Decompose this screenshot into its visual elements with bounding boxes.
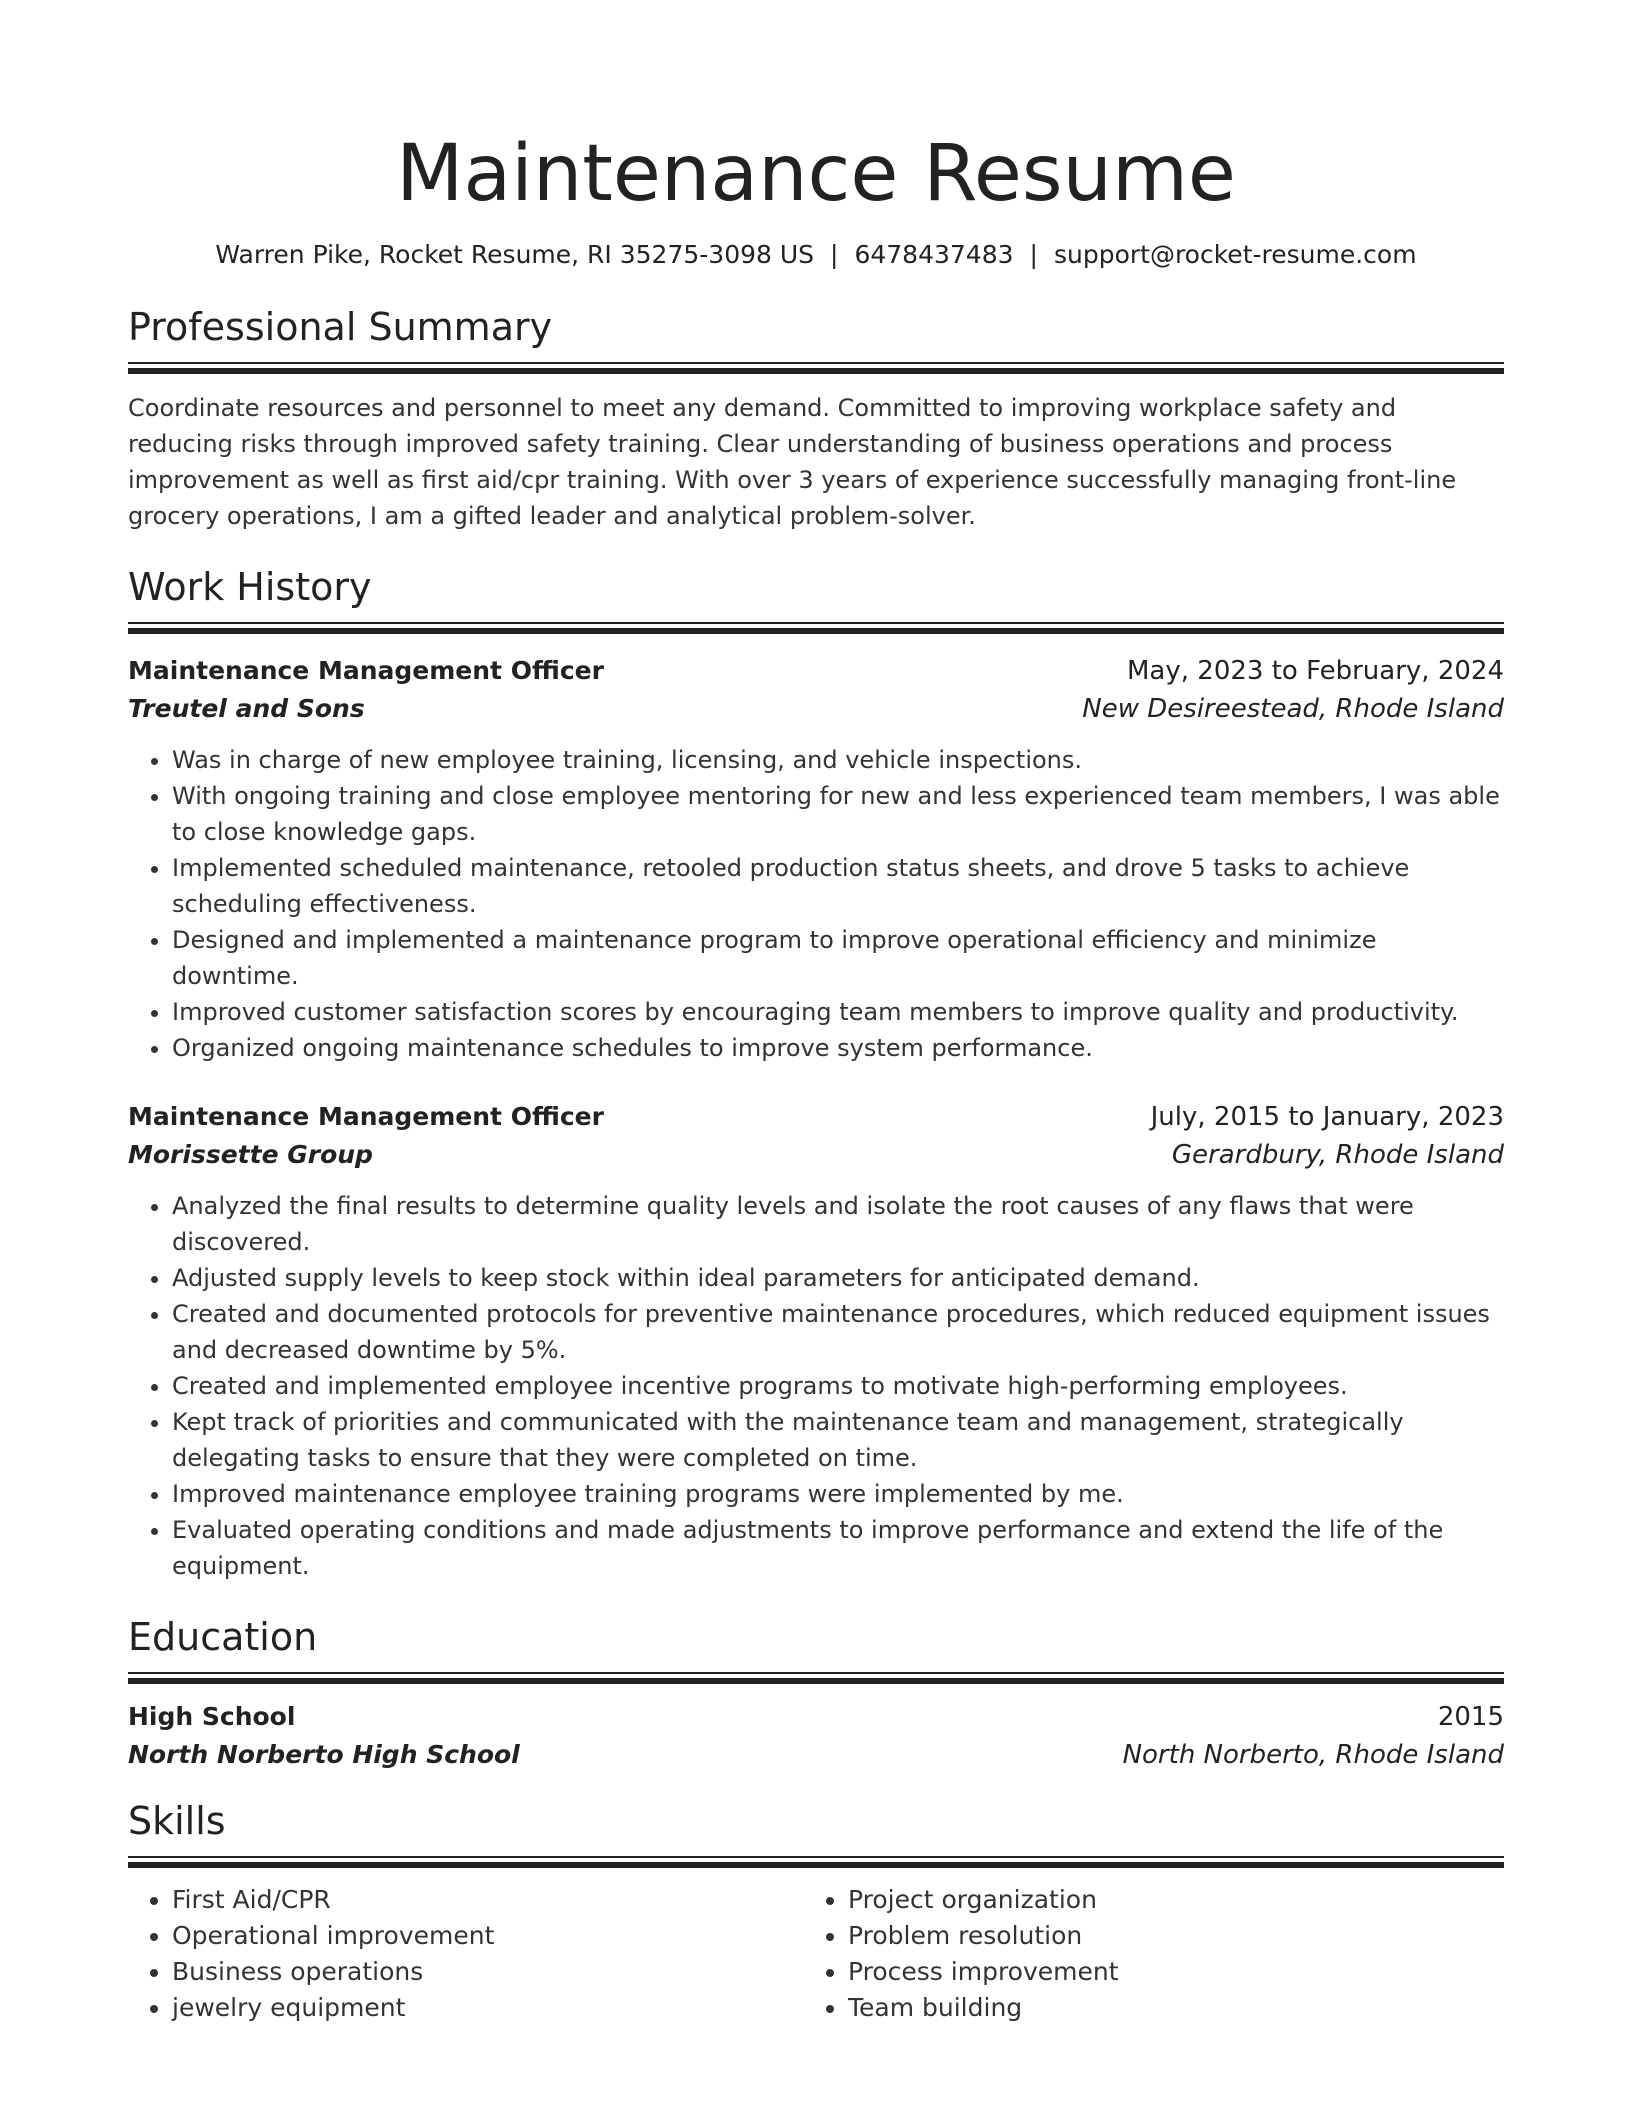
contact-separator: | (830, 240, 839, 269)
job-bullet: • Adjusted supply levels to keep stock within ideal parameters for anticipated demand. (172, 1260, 1504, 1296)
section-divider (128, 1856, 1504, 1868)
skill-item: • jewelry equipment (172, 1990, 804, 2026)
section-divider (128, 362, 1504, 374)
skill-item: • Process improvement (848, 1954, 1480, 1990)
section-divider (128, 1672, 1504, 1684)
skill-item: • Team building (848, 1990, 1480, 2026)
job-entry (128, 1098, 1504, 1584)
skill-item: • Business operations (172, 1954, 804, 1990)
skill-item: • Problem resolution (848, 1918, 1480, 1954)
job-dates: May, 2023 to February, 2024 (1127, 656, 1504, 686)
section-heading-work: Work History (128, 565, 372, 609)
job-bullet: • Organized ongoing maintenance schedules to improve system performance. (172, 1030, 1504, 1066)
section-heading-skills: Skills (128, 1799, 226, 1843)
skills-column-right (804, 1882, 1480, 2026)
job-company-row (128, 1136, 1504, 1174)
skill-item: • First Aid/CPR (172, 1882, 804, 1918)
job-bullet: • Designed and implemented a maintenance program to improve operational efficiency and minimize downtime. (172, 922, 1504, 994)
education-location: North Norberto, Rhode Island (1122, 1740, 1504, 1770)
contact-phone: 6478437483 (854, 240, 1014, 269)
work-history-section (128, 562, 1504, 1584)
education-year: 2015 (1437, 1702, 1504, 1732)
job-bullet: • Improved customer satisfaction scores by encouraging team members to improve quality and productivity. (172, 994, 1504, 1030)
job-bullet: • Created and implemented employee incentive programs to motivate high-performing employees. (172, 1368, 1504, 1404)
job-entry (128, 652, 1504, 1066)
job-header-row (128, 1098, 1504, 1136)
job-header-row (128, 652, 1504, 690)
education-entry (128, 1698, 1504, 1774)
job-bullet: • With ongoing training and close employee mentoring for new and less experienced team members, I was able to close knowledge gaps. (172, 778, 1504, 850)
job-bullets (128, 1188, 1504, 1584)
job-bullet: • Implemented scheduled maintenance, retooled production status sheets, and drove 5 tasks to achieve scheduling effectiveness. (172, 850, 1504, 922)
job-bullet: • Analyzed the final results to determine quality levels and isolate the root causes of any flaws that were discovered. (172, 1188, 1504, 1260)
job-title: Maintenance Management Officer (128, 656, 604, 685)
job-bullet: • Improved maintenance employee training programs were implemented by me. (172, 1476, 1504, 1512)
education-header-row (128, 1698, 1504, 1736)
contact-separator: | (1029, 240, 1038, 269)
section-divider (128, 622, 1504, 634)
contact-email: support@rocket-resume.com (1053, 240, 1417, 269)
resume-title: Maintenance Resume (396, 129, 1236, 219)
job-location: New Desireestead, Rhode Island (1082, 694, 1504, 724)
job-bullet: • Evaluated operating conditions and made adjustments to improve performance and extend the life of the equipment. (172, 1512, 1504, 1584)
section-heading-summary: Professional Summary (128, 305, 553, 349)
job-title: Maintenance Management Officer (128, 1102, 604, 1131)
education-section (128, 1612, 1504, 1774)
job-bullet: • Was in charge of new employee training, licensing, and vehicle inspections. (172, 742, 1504, 778)
job-bullets (128, 742, 1504, 1066)
education-school-row (128, 1736, 1504, 1774)
skill-item: • Operational improvement (172, 1918, 804, 1954)
education-school: North Norberto High School (128, 1740, 520, 1769)
resume-page (128, 110, 1504, 2026)
job-bullet: • Kept track of priorities and communicated with the maintenance team and management, strategically delegating tasks to ensure that they were completed on time. (172, 1404, 1504, 1476)
skills-section (128, 1796, 1504, 2026)
job-company: Treutel and Sons (128, 694, 365, 723)
skills-grid (128, 1882, 1504, 2026)
job-company: Morissette Group (128, 1140, 373, 1169)
job-bullet: • Created and documented protocols for preventive maintenance procedures, which reduced equipment issues and decreased downtime by 5%. (172, 1296, 1504, 1368)
education-degree: High School (128, 1702, 296, 1731)
professional-summary-section (128, 302, 1504, 534)
summary-text: Coordinate resources and personnel to meet any demand. Committed to improving workplace safety and reducing risks through improved safety training. Clear understanding of business operations and process improvement as well as first aid/cpr training. With over 3 years of experience successfully managing front-line grocery operations, I am a gifted leader and analytical problem-solver. (128, 394, 1457, 530)
contact-line (128, 238, 1504, 272)
job-dates: July, 2015 to January, 2023 (1150, 1102, 1504, 1132)
job-company-row (128, 690, 1504, 728)
contact-address: Warren Pike, Rocket Resume, RI 35275-3098 US (215, 240, 815, 269)
skills-column-left (128, 1882, 804, 2026)
job-location: Gerardbury, Rhode Island (1171, 1140, 1504, 1170)
skill-item: • Project organization (848, 1882, 1480, 1918)
section-heading-education: Education (128, 1615, 318, 1659)
